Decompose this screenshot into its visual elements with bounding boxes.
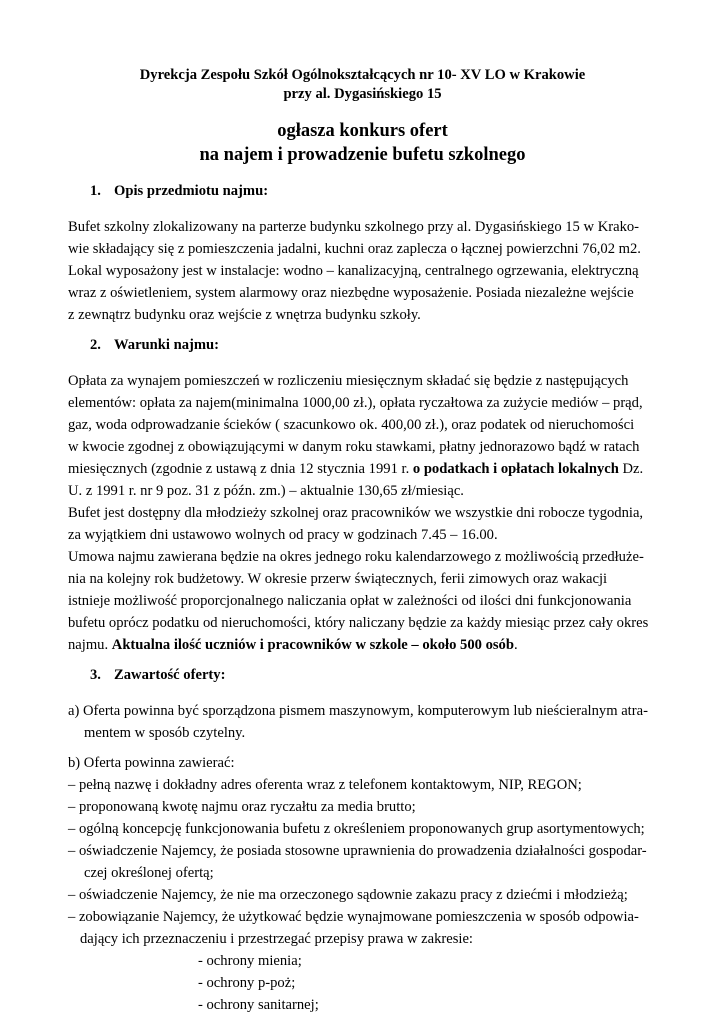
list-item-continuation: czej określonej ofertą; <box>84 865 214 881</box>
section-3-title: Zawartość oferty: <box>114 667 226 683</box>
section-1-heading <box>90 182 268 201</box>
law-title: o podatkach i opłatach lokalnych <box>412 461 619 477</box>
paragraph-line: istnieje możliwość proporcjonalnego naliczania opłat w zależności od ilości dni funkcjonowania <box>68 593 632 609</box>
paragraph-line: za wyjątkiem dni ustawowo wolnych od pracy w godzinach 7.45 – 16.00. <box>68 527 498 543</box>
list-item: a) Oferta powinna być sporządzona pismem maszynowym, komputerowym lub nieścieralnym atra- <box>68 703 648 719</box>
text-run: najmu. <box>68 637 112 653</box>
paragraph-line: wraz z oświetleniem, system alarmowy oraz niezbędne wyposażenie. Posiada niezależne wejście <box>68 285 634 301</box>
section-2-title: Warunki najmu: <box>114 337 220 353</box>
text-run: miesięcznych (zgodnie z ustawą z dnia 12 stycznia 1991 r. <box>68 461 413 477</box>
list-item-continuation: mentem w sposób czytelny. <box>84 725 246 741</box>
sub-list-item: - ochrony mienia; <box>198 953 302 969</box>
sub-list-item: - ochrony p-poż; <box>198 975 296 991</box>
list-item: – zobowiązanie Najemcy, że użytkować będzie wynajmowane pomieszczenia w sposób odpowia- <box>68 909 639 925</box>
section-1-number: 1. <box>90 183 101 199</box>
paragraph-line: bufetu oprócz podatku od nieruchomości, który naliczany będzie za każdy miesiąc przez cały okres <box>68 615 649 631</box>
paragraph-line: Lokal wyposażony jest w instalacje: wodno – kanalizacyjną, centralnego ogrzewania, elektryczną <box>68 263 639 279</box>
paragraph-line: Umowa najmu zawierana będzie na okres jednego roku kalendarzowego z możliwością przedłuże- <box>68 549 644 565</box>
paragraph-line: gaz, woda odprowadzanie ścieków ( szacunkowo ok. 400,00 zł.), oraz podatek od nieruchomości <box>68 417 635 433</box>
section-3-number: 3. <box>90 667 101 683</box>
paragraph-line: wie składający się z pomieszczenia jadalni, kuchni oraz zaplecza o łącznej powierzchni 76,02 m2. <box>68 241 641 257</box>
list-item: – pełną nazwę i dokładny adres oferenta wraz z telefonem kontaktowym, NIP, REGON; <box>68 777 582 793</box>
section-2-heading <box>90 336 219 355</box>
list-item-continuation: dający ich przeznaczeniu i przestrzegać przepisy prawa w zakresie: <box>80 931 473 947</box>
section-1-title: Opis przedmiotu najmu: <box>114 183 269 199</box>
paragraph-line: w kwocie zgodnej z obowiązującymi w danym roku stawkami, płatny jednorazowo bądź w ratach <box>68 439 640 455</box>
paragraph-line: Bufet szkolny zlokalizowany na parterze budynku szkolnego przy al. Dygasińskiego 15 w Krako- <box>68 219 640 235</box>
list-item: – oświadczenie Najemcy, że posiada stosowne uprawnienia do prowadzenia działalności gospodar- <box>68 843 647 859</box>
list-item: – proponowaną kwotę najmu oraz ryczałtu za media brutto; <box>68 799 416 815</box>
list-item: – oświadczenie Najemcy, że nie ma orzeczonego sądownie zakazu pracy z dziećmi i młodzieżą; <box>68 887 628 903</box>
paragraph-line: elementów: opłata za najem(minimalna 1000,00 zł.), opłata ryczałtowa za zużycie mediów – prąd, <box>68 395 643 411</box>
paragraph-line: z zewnątrz budynku oraz wejście z wnętrza budynku szkoły. <box>68 307 421 323</box>
text-run: Dz. <box>618 461 644 477</box>
headcount-note: Aktualna ilość uczniów i pracowników w szkole – około 500 osób <box>111 637 514 653</box>
paragraph-line: nia na kolejny rok budżetowy. W okresie przerw świątecznych, ferii zimowych oraz wakacji <box>68 571 608 587</box>
list-intro: b) Oferta powinna zawierać: <box>68 755 235 771</box>
paragraph-line: Opłata za wynajem pomieszczeń w rozliczeniu miesięcznym składać się będzie z następujących <box>68 373 629 389</box>
title-line-1: ogłasza konkurs ofert <box>277 121 448 141</box>
list-item: – ogólną koncepcję funkcjonowania bufetu z określeniem proponowanych grup asortymentowych; <box>68 821 645 837</box>
section-2-number: 2. <box>90 337 101 353</box>
paragraph-line: Bufet jest dostępny dla młodzieży szkolnej oraz pracowników we wszystkie dni robocze tygodnia, <box>68 505 644 521</box>
sub-list-item: - ochrony sanitarnej; <box>198 997 319 1013</box>
text-run: . <box>513 637 518 653</box>
title-line-2: na najem i prowadzenie bufetu szkolnego <box>199 145 526 165</box>
header-line-1: Dyrekcja Zespołu Szkół Ogólnokształcących nr 10- XV LO w Krakowie <box>139 67 586 83</box>
paragraph-line: U. z 1991 r. nr 9 poz. 31 z późn. zm.) – aktualnie 130,65 zł/miesiąc. <box>68 483 464 499</box>
header-line-2: przy al. Dygasińskiego 15 <box>283 86 442 102</box>
paragraph-line <box>68 460 643 479</box>
section-3-heading <box>90 666 225 685</box>
paragraph-line <box>68 636 518 655</box>
